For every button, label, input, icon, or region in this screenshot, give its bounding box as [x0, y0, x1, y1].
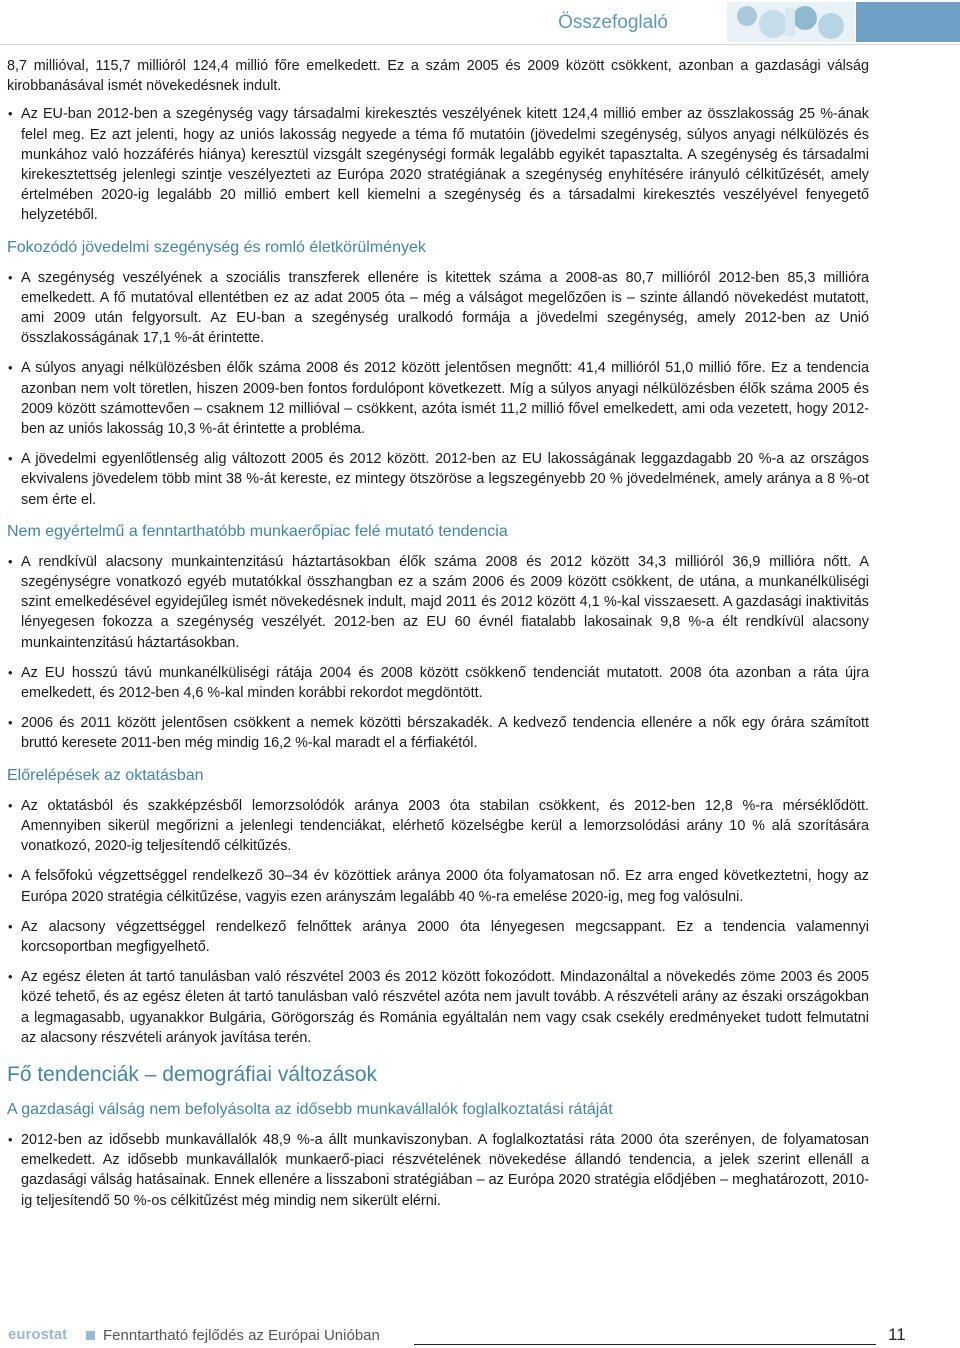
list-item: • A szegénység veszélyének a szociális transzferek ellenére is kitettek száma a 2008-as 80,7 millióról 2012-ben 85,3 millióra emelkedett. A fő mutatóval ellentétben ez az adat 2005 óta – még a válságot megelőzően is – szinte állandó növekedést mutatott, ami 2009 után felgyorsult. Az EU-ban a szegénység uralkodó formája a jövedelmi szegénység, amely 2012-ben az Unió összlakosságának 17,1 %-át érintette.: [7, 268, 869, 349]
header-title: Összefoglaló: [558, 12, 668, 33]
list-item: • A rendkívül alacsony munkaintenzitású háztartásokban élők száma 2008 és 2012 között 34,3 millióról 36,9 millióra nőtt. A szegénységre vonatkozó egyéb mutatókkal összhangban ez a szám 2006 és 2009 között csökkent, de utána, a munkanélküliségi szint emelkedésével egyidejűleg ismét növekedésnek indult, majd 2011 és 2012 között 4,1 %-kal visszaesett. A gazdasági inaktivitás lényegesen fokozza a szegénység veszélyét. 2012-ben az EU 60 évnél fiatalabb lakosainak 9,8 %-a élt rendkívül alacsony munkaintenzitású háztartásokban.: [7, 552, 869, 653]
section-heading-income-poverty: Fokozódó jövedelmi szegénység és romló életkörülmények: [7, 238, 426, 256]
section-list-older-workers: [7, 1130, 869, 1211]
section-list-income-poverty: [7, 268, 869, 510]
list-item: • 2012-ben az idősebb munkavállalók 48,9 %-a állt munkaviszonyban. A foglalkoztatási ráta 2000 óta szerényen, de folyamatosan emelkedett. Az idősebb munkavállalók munkaerő-piaci részvételének növekedése állandó tendencia, a jelek szerint ellenáll a gazdasági válság hatásainak. Ennek ellenére a lisszaboni stratégiában – az Európa 2020 stratégia elődjében – meghatározott, 2010-ig teljesítendő 50 %-os célkitűzést még mindig nem sikerült elérni.: [7, 1130, 869, 1211]
list-item: • Az EU-ban 2012-ben a szegénység vagy társadalmi kirekesztés veszélyének kitett 124,4 millió ember az összlakosság 25 %-ának felel meg. Ez azt jelenti, hogy az uniós lakosság negyede a téma fő mutatóin (jövedelmi szegénység, súlyos anyagi nélkülözés és munkához való hozzáférés hiánya) keresztül vizsgált szegénységi formák legalább egyikét tapasztalta. A szegénység és társadalmi kirekesztettség jelenlegi szintje veszélyezteti az Európa 2020 stratégiának a szegénység enyhítésére irányuló célkitűzését, amely értelmében 2020-ig legalább 20 millió embert kell kiemelni a szegénység és a társadalmi kirekesztés veszélyével fenyegető helyzetéből.: [7, 104, 869, 225]
list-item: • A súlyos anyagi nélkülözésben élők száma 2008 és 2012 között jelentősen megnőtt: 41,4 millióról 51,0 millió főre. Ez a tendencia azonban nem volt töretlen, hiszen 2009-ben fontos fordulópont következett. Míg a súlyos anyagi nélkülözésben élők száma 2005 és 2009 között számottevően – csaknem 12 millióval – csökkent, azóta ismét 11,2 millió fővel emelkedett, ami oda vezetett, hogy 2012-ben az uniós lakosság 10,3 %-át érintette a probléma.: [7, 358, 869, 439]
header-divider: [0, 44, 960, 45]
list-item: • 2006 és 2011 között jelentősen csökkent a nemek közötti bérszakadék. A kedvező tendencia ellenére a nők egy órára számított bruttó keresete 2011-ben még mindig 16,2 %-kal maradt el a férfiakétól.: [7, 713, 869, 753]
footer-square-icon: [86, 1331, 95, 1340]
list-item: • Az oktatásból és szakképzésből lemorzsolódók aránya 2003 óta stabilan csökkent, és 2012-ben 12,8 %-ra mérséklődött. Amennyiben sikerül megőrizni a jelenlegi tendenciákat, elérhető közelségbe kerül a lemorzsolódási arány 10 % alá szorítására vonatkozó, 2020-ig teljesítendő célkitűzés.: [7, 796, 869, 857]
list-item: • Az EU hosszú távú munkanélküliségi rátája 2004 és 2008 között csökkenő tendenciát mutatott. 2008 óta azonban a ráta újra emelkedett, és 2012-ben 4,6 %-kal minden korábbi rekordot megdöntött.: [7, 663, 869, 703]
footer-publication-title: Fenntartható fejlődés az Európai Unióban: [103, 1327, 380, 1344]
chapter-title: Fő tendenciák – demográfiai változások: [7, 1062, 378, 1086]
section-list-labour-market: [7, 552, 869, 754]
page-header: [0, 0, 960, 46]
section-heading-education: Előrelépések az oktatásban: [7, 766, 204, 784]
list-item: • Az egész életen át tartó tanulásban való részvétel 2003 és 2012 között fokozódott. Mindazonáltal a növekedés zöme 2003 és 2005 közé tehető, és az egész életen át tartó tanulásban való részvétel azóta nem javult tovább. A részvételi arány az északi országokban a legmagasabb, ugyanakkor Bulgária, Görögország és Románia egyáltalán nem vagy csak csekély eredményeket tudott felmutatni az alacsony részvételi arányok javítása terén.: [7, 967, 869, 1048]
list-item: • A felsőfokú végzettséggel rendelkező 30–34 év közöttiek aránya 2000 óta folyamatosan nő. Ez arra enged következtetni, hogy az Európa 2020 stratégia célkitűzése, vagyis ezen arányszám legalább 40 %-ra emelése 2020-ig, meg fog valósulni.: [7, 866, 869, 906]
page-number: 11: [888, 1325, 906, 1344]
list-item: • A jövedelmi egyenlőtlenség alig változott 2005 és 2012 között. 2012-ben az EU lakosságának leggazdagabb 20 %-a az országos ekvivalens jövedelem több mint 38 %-át kereste, ez mintegy ötszöröse a legszegényebb 20 % jövedelmének, amely aránya a 8 %-ot sem érte el.: [7, 449, 869, 510]
eurostat-logo: eurostat: [8, 1326, 68, 1343]
intro-continuation: 8,7 millióval, 115,7 millióról 124,4 millió főre emelkedett. Ez a szám 2005 és 2009 között csökkent, azonban a gazdasági válság kirobbanásával ismét növekedésnek indult.: [7, 58, 869, 95]
section-heading-labour-market: Nem egyértelmű a fenntarthatóbb munkaerőpiac felé mutató tendencia: [7, 522, 508, 540]
main-content: [7, 56, 869, 1221]
list-item: • Az alacsony végzettséggel rendelkező felnőttek aránya 2000 óta lényegesen megcsappant. Ez a tendencia valamennyi korcsoportban megfigyelhető.: [7, 917, 869, 957]
intro-list: [7, 104, 869, 225]
section-list-education: [7, 796, 869, 1048]
footer-rule: [414, 1344, 876, 1345]
header-decorative-image: [727, 2, 855, 42]
header-accent-block: [856, 2, 960, 42]
section-heading-older-workers: A gazdasági válság nem befolyásolta az idősebb munkavállalók foglalkoztatási rátáját: [7, 1100, 613, 1118]
page-footer: [0, 1320, 960, 1348]
